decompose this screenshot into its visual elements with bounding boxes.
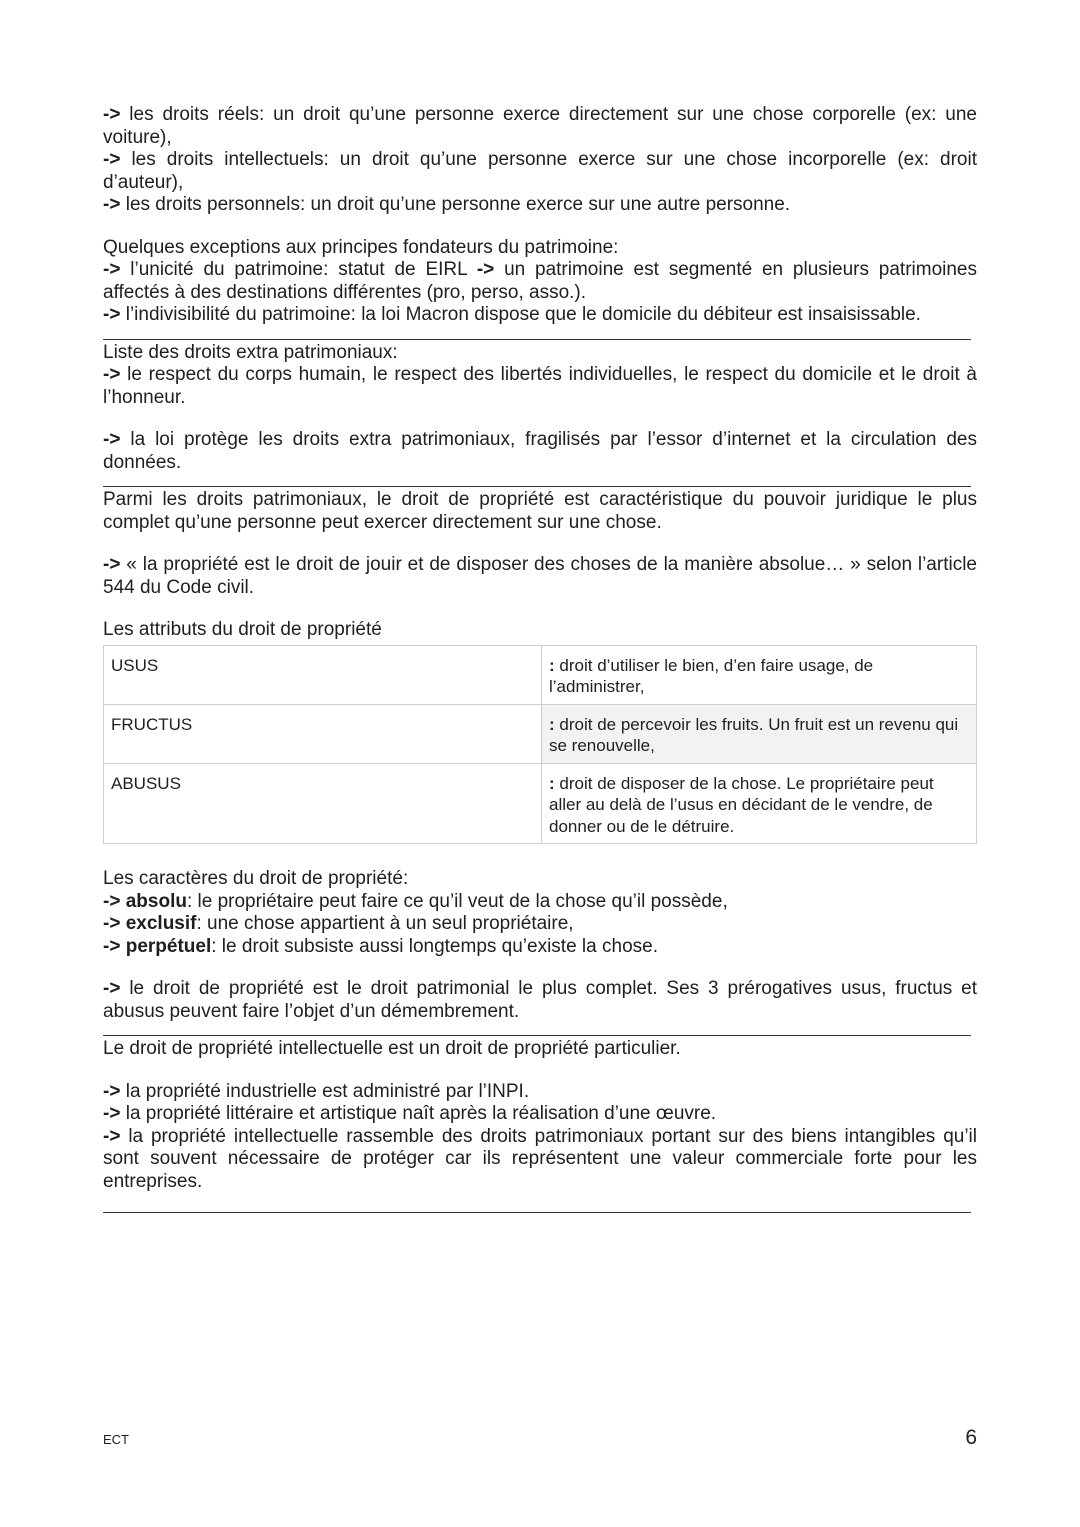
- arrow-marker: ->: [103, 913, 121, 934]
- paragraph-extra-loi: [103, 429, 977, 474]
- arrow-marker: ->: [103, 259, 121, 280]
- text: les droits intellectuels: un droit qu’une personne exerce sur une chose incorporelle (ex: droit d’auteur),: [103, 149, 977, 193]
- arrow-marker: ->: [103, 429, 121, 450]
- spacer: [103, 217, 977, 237]
- intellectuelle-intro: Le droit de propriété intellectuelle est un droit de propriété particulier.: [103, 1038, 681, 1059]
- page-number: 6: [965, 1426, 977, 1449]
- arrow-marker: ->: [103, 304, 121, 325]
- text: la propriété littéraire et artistique naît après la réalisation d’une œuvre.: [120, 1103, 717, 1124]
- section-divider: [103, 339, 971, 340]
- spacer: [103, 409, 977, 429]
- section-divider: [103, 486, 971, 487]
- document-body: [103, 104, 977, 1213]
- text: le respect du corps humain, le respect des libertés individuelles, le respect du domicile et le droit à l’honneur.: [103, 364, 977, 408]
- text: droit d’utiliser le bien, d’en faire usage, de l’administrer,: [549, 655, 874, 696]
- text: la propriété industrielle est administré par l’INPI.: [120, 1080, 530, 1102]
- arrow-marker: ->: [476, 259, 495, 280]
- arrow-marker: ->: [103, 149, 121, 170]
- caractere-item: [103, 936, 977, 959]
- attributes-table: [103, 645, 977, 845]
- paragraph-extra-liste: [103, 364, 977, 409]
- text: la loi protège les droits extra patrimoniaux, fragilisés par l’essor d’internet et la circulation des données.: [103, 429, 977, 473]
- attribute-term: ABUSUS: [104, 763, 542, 844]
- paragraph-droits-reels: [103, 104, 977, 149]
- arrow-marker: ->: [103, 890, 121, 912]
- arrow-marker: ->: [103, 935, 121, 957]
- text: droit de percevoir les fruits. Un fruit est un revenu qui se renouvelle,: [549, 714, 959, 755]
- propriete-intro: Parmi les droits patrimoniaux, le droit de propriété est caractéristique du pouvoir juridique le plus complet qu’une personne peut exercer directement sur une chose.: [103, 489, 977, 533]
- arrow-marker: ->: [103, 1080, 121, 1102]
- caractere-term: perpétuel: [125, 935, 212, 957]
- arrow-marker: ->: [103, 1125, 121, 1147]
- text: l’indivisibilité du patrimoine: la loi Macron dispose que le domicile du débiteur est insaisissable.: [120, 304, 921, 325]
- section-divider: [103, 1212, 971, 1213]
- table-title: Les attributs du droit de propriété: [103, 619, 382, 640]
- text: : le droit subsiste aussi longtemps qu’existe la chose.: [211, 935, 658, 957]
- table-row: [104, 704, 977, 763]
- text: : le propriétaire peut faire ce qu’il veut de la chose qu’il possède,: [186, 890, 728, 912]
- caracteres-intro: Les caractères du droit de propriété:: [103, 868, 409, 889]
- text: les droits réels: un droit qu’une personne exerce directement sur une chose corporelle (ex: une voiture),: [103, 104, 977, 148]
- paragraph-indivisibilite: [103, 304, 977, 327]
- attribute-definition: [542, 645, 977, 704]
- section-divider: [103, 1035, 971, 1036]
- attribute-definition: [542, 704, 977, 763]
- exceptions-intro: Quelques exceptions aux principes fondateurs du patrimoine:: [103, 236, 619, 258]
- paragraph-unicite: [103, 259, 977, 304]
- footer-label: ECT: [103, 1432, 129, 1447]
- text: le droit de propriété est le droit patrimonial le plus complet. Ses 3 prérogatives usus, fructus et abusus peuvent faire l’objet d’un démembrement.: [103, 978, 977, 1022]
- table-row: [104, 763, 977, 844]
- text: « la propriété est le droit de jouir et de disposer des choses de la manière absolue… » selon l’article 544 du Code civil.: [103, 554, 977, 598]
- colon: :: [549, 655, 555, 675]
- paragraph-litteraire: [103, 1103, 977, 1126]
- text: l’unicité du patrimoine: statut de EIRL: [120, 259, 477, 280]
- text: droit de disposer de la chose. Le propriétaire peut aller au delà de l’usus en décidant de le vendre, de donner ou de le détruire.: [549, 773, 934, 836]
- arrow-marker: ->: [103, 554, 121, 575]
- text: : une chose appartient à un seul propriétaire,: [196, 913, 574, 934]
- arrow-marker: ->: [103, 364, 121, 385]
- spacer: [103, 1061, 977, 1081]
- paragraph-droits-personnels: [103, 194, 977, 217]
- paragraph-industrielle: [103, 1081, 977, 1104]
- caractere-term: absolu: [125, 890, 187, 912]
- paragraph-rassemble: [103, 1126, 977, 1194]
- paragraph-citation: [103, 554, 977, 599]
- arrow-marker: ->: [103, 978, 121, 999]
- spacer: [103, 844, 977, 868]
- text: la propriété intellectuelle rassemble des droits patrimoniaux portant sur des biens intangibles qu’il sont souvent nécessaire de protéger car ils représentent une valeur commerciale forte pour les entreprises.: [103, 1125, 977, 1192]
- spacer: [103, 958, 977, 978]
- attribute-term: FRUCTUS: [104, 704, 542, 763]
- attribute-term: USUS: [104, 645, 542, 704]
- extra-intro: Liste des droits extra patrimoniaux:: [103, 341, 398, 363]
- caractere-item: [103, 891, 977, 914]
- attribute-definition: [542, 763, 977, 844]
- arrow-marker: ->: [103, 1103, 121, 1124]
- colon: :: [549, 773, 555, 793]
- arrow-marker: ->: [103, 194, 121, 215]
- paragraph-droits-intellectuels: [103, 149, 977, 194]
- text: un patrimoine est segmenté en plusieurs patrimoines affectés à des destinations différentes (pro, perso, asso.).: [103, 259, 978, 303]
- spacer: [103, 599, 977, 619]
- paragraph-conclusion: [103, 978, 977, 1023]
- colon: :: [549, 714, 555, 734]
- caractere-item: [103, 913, 977, 936]
- spacer: [103, 534, 977, 554]
- table-row: [104, 645, 977, 704]
- caractere-term: exclusif: [125, 913, 197, 934]
- arrow-marker: ->: [103, 104, 121, 125]
- text: les droits personnels: un droit qu’une personne exerce sur une autre personne.: [120, 194, 791, 215]
